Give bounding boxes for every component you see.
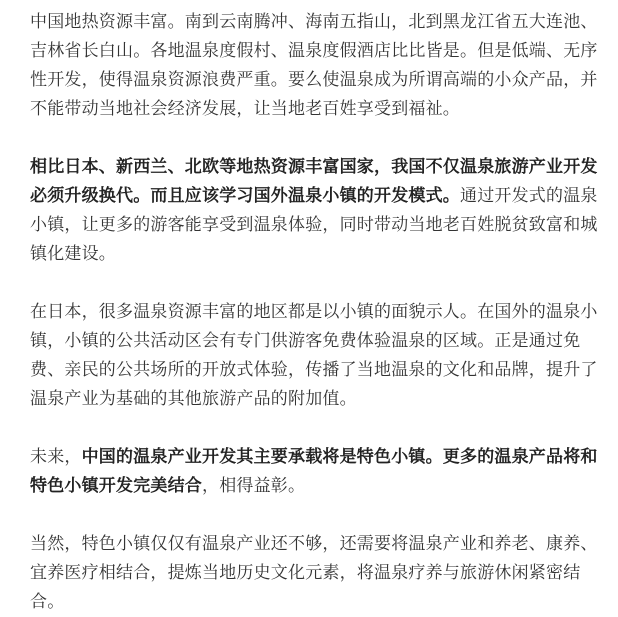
paragraph-3 [30,298,600,414]
paragraph-2-text: 通过开发式的温泉小镇，让更多的游客能享受到温泉体验，同时带动当地老百姓脱贫致富和城镇化建设。 [30,186,598,264]
paragraph-3-text: 在日本，很多温泉资源丰富的地区都是以小镇的面貌示人。在国外的温泉小镇，小镇的公共活动区会有专门供游客免费体验温泉的区域。正是通过免费、亲民的公共场所的开放式体验，传播了当地温泉的文化和品牌，提升了温泉产业为基础的其他旅游产品的附加值。 [30,302,598,409]
paragraph-2-bold-text: 相比日本、新西兰、北欧等地热资源丰富国家，我国不仅温泉旅游产业开发必须升级换代。而且应该学习国外温泉小镇的开发模式。 [30,157,598,206]
paragraph-1 [30,8,600,124]
article-body [30,8,600,617]
paragraph-4 [30,443,600,501]
paragraph-4-lead: 未来， [30,447,82,467]
paragraph-5-text: 当然，特色小镇仅仅有温泉产业还不够，还需要将温泉产业和养老、康养、宜养医疗相结合，提炼当地历史文化元素，将温泉疗养与旅游休闲紧密结合。 [30,534,598,612]
paragraph-5 [30,530,600,617]
paragraph-4-tail: ，相得益彰。 [202,476,306,496]
paragraph-1-text: 中国地热资源丰富。南到云南腾冲、海南五指山，北到黑龙江省五大连池、吉林省长白山。各地温泉度假村、温泉度假酒店比比皆是。但是低端、无序性开发，使得温泉资源浪费严重。要么使温泉成为所谓高端的小众产品，并不能带动当地社会经济发展，让当地老百姓享受到福祉。 [30,12,598,119]
paragraph-4-bold-text: 中国的温泉产业开发其主要承载将是特色小镇。更多的温泉产品将和特色小镇开发完美结合 [30,447,598,496]
paragraph-2 [30,153,600,269]
